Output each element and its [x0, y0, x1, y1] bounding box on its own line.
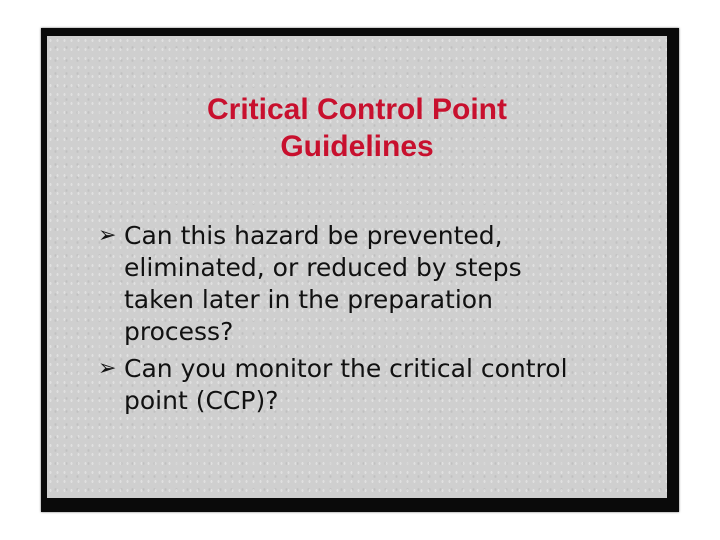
slide-title: [47, 91, 667, 165]
bullet-text-line: Can you monitor the critical control: [124, 354, 568, 383]
arrowhead-bullet-icon: ➢: [98, 223, 117, 248]
bullet-text-line: taken later in the preparation: [124, 285, 493, 314]
slide-title-line-1: Critical Control Point: [207, 93, 507, 126]
arrowhead-bullet-icon: ➢: [98, 356, 117, 381]
bullet-text-line: process?: [124, 317, 234, 346]
slide-frame: [41, 28, 679, 512]
bullet-text-line: point (CCP)?: [124, 386, 279, 415]
bullet-list: [98, 220, 658, 422]
bullet-text-line: Can this hazard be prevented,: [124, 221, 503, 250]
slide-title-line-2: Guidelines: [280, 130, 434, 163]
bullet-text-line: eliminated, or reduced by steps: [124, 253, 522, 282]
bullet-item: [98, 220, 658, 348]
slide: [47, 36, 667, 498]
bullet-item: [98, 353, 658, 417]
